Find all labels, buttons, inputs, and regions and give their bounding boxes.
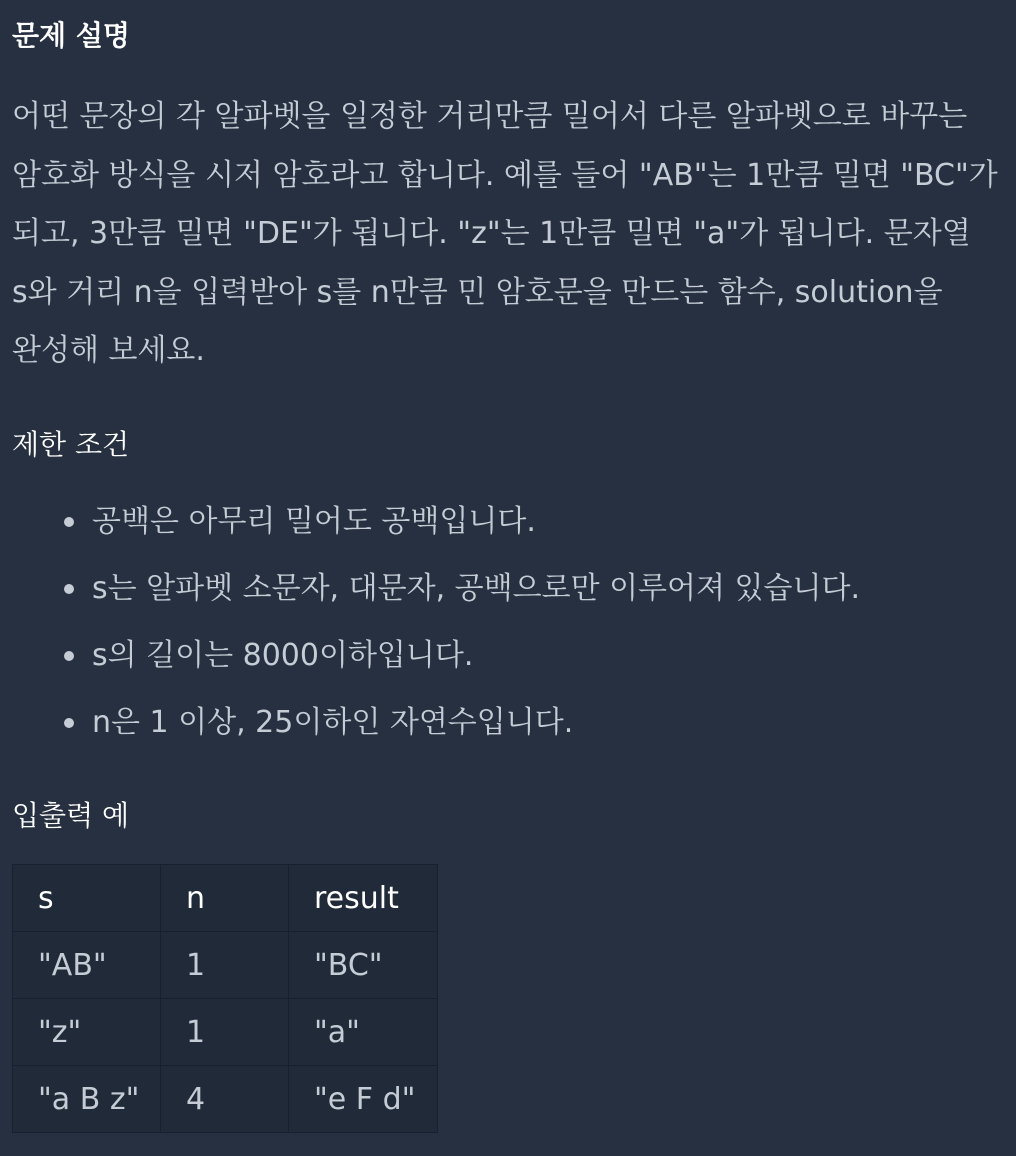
constraint-text: s의 길이는 8000이하입니다.: [92, 638, 474, 673]
constraint-text: s는 알파벳 소문자, 대문자, 공백으로만 이루어져 있습니다.: [92, 571, 860, 606]
column-header-n: n: [161, 865, 289, 932]
bullet-icon: [64, 718, 74, 728]
table-cell: "z": [13, 999, 161, 1066]
table-cell: 1: [161, 932, 289, 999]
constraint-item: [12, 488, 860, 555]
table-cell: "e F d": [289, 1066, 438, 1133]
constraint-text: 공백은 아무리 밀어도 공백입니다.: [92, 504, 536, 539]
table-cell: "a B z": [13, 1066, 161, 1133]
constraints-title: 제한 조건: [12, 428, 130, 461]
table-cell: "AB": [13, 932, 161, 999]
table-cell: 1: [161, 999, 289, 1066]
column-header-result: result: [289, 865, 438, 932]
table-row: [13, 932, 438, 999]
table-row: [13, 1066, 438, 1133]
problem-title: 문제 설명: [12, 19, 130, 52]
bullet-icon: [64, 584, 74, 594]
bullet-icon: [64, 651, 74, 661]
table-cell: "a": [289, 999, 438, 1066]
constraint-item: [12, 555, 860, 622]
examples-title: 입출력 예: [12, 799, 130, 832]
bullet-icon: [64, 517, 74, 527]
table-header-row: [13, 865, 438, 932]
table-cell: "BC": [289, 932, 438, 999]
constraint-item: [12, 622, 860, 689]
constraint-item: [12, 689, 860, 756]
constraint-text: n은 1 이상, 25이하인 자연수입니다.: [92, 705, 574, 740]
table-cell: 4: [161, 1066, 289, 1133]
constraints-list: [12, 488, 860, 756]
problem-description: 어떤 문장의 각 알파벳을 일정한 거리만큼 밀어서 다른 알파벳으로 바꾸는 암호화 방식을 시저 암호라고 합니다. 예를 들어 "AB"는 1만큼 밀면 "BC"가 되고, 3만큼 밀면 "DE"가 됩니다. "z"는 1만큼 밀면 "a"가 됩니다. 문자열 s와 거리 n을 입력받아 s를 n만큼 민 암호문을 만드는 함수, solution을 완성해 보세요.: [12, 99, 998, 368]
table-row: [13, 999, 438, 1066]
column-header-s: s: [13, 865, 161, 932]
examples-table: [12, 864, 438, 1133]
